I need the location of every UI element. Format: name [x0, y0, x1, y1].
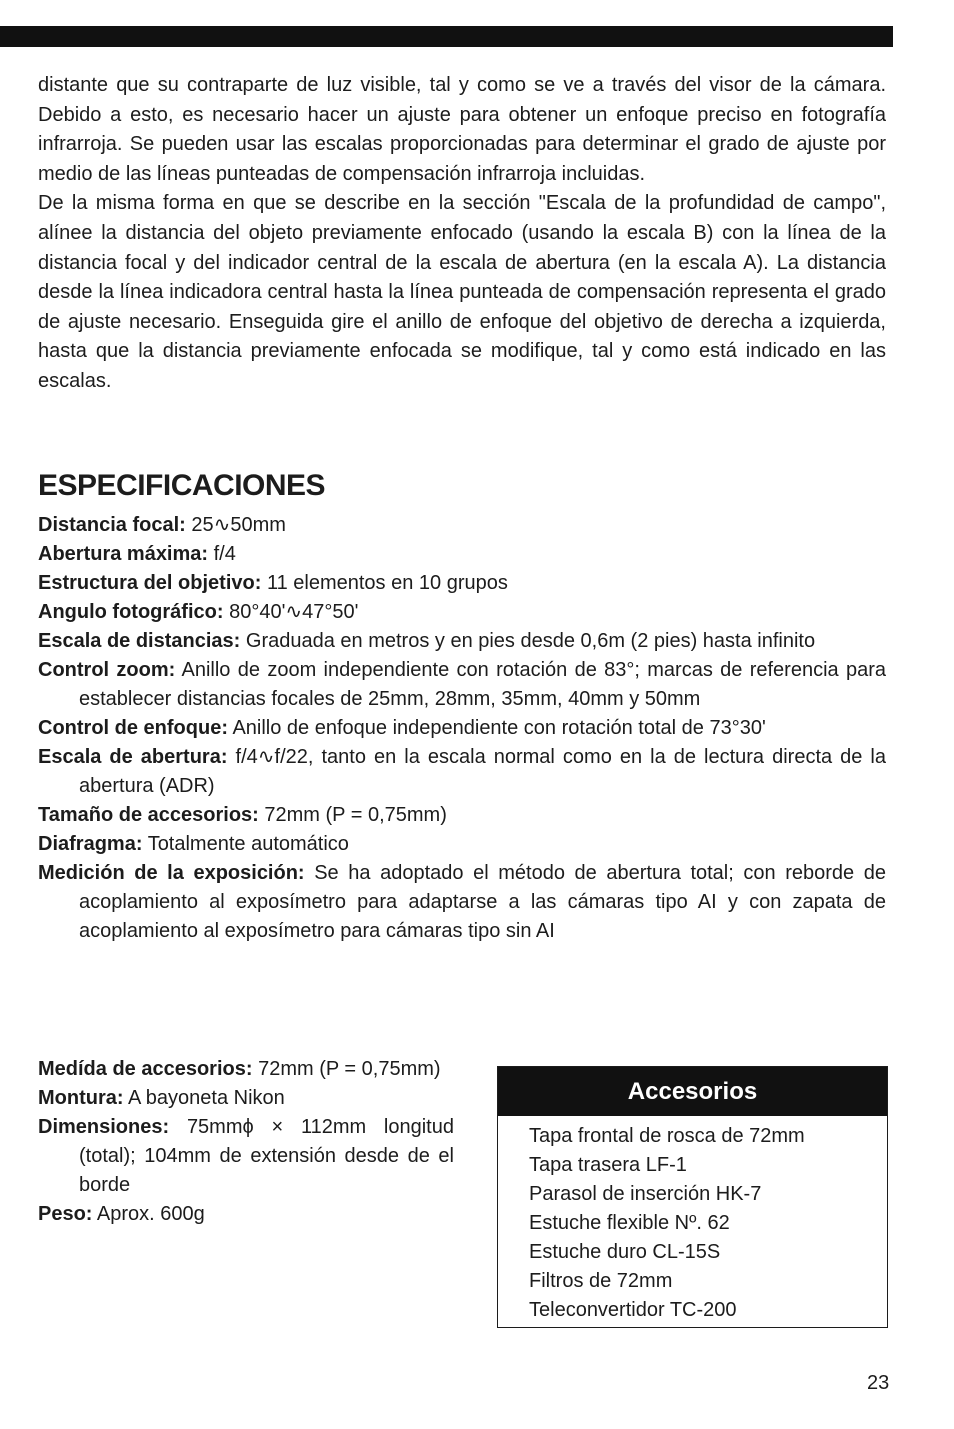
accessory-item: Parasol de inserción HK-7 — [529, 1183, 762, 1205]
spec-item — [38, 569, 886, 598]
spec-label: Tamaño de accesorios: — [38, 804, 259, 826]
spec-value: 11 elementos en 10 grupos — [266, 572, 508, 594]
spec-label: Medída de accesorios: — [38, 1058, 253, 1080]
accessory-item: Estuche duro CL-15S — [529, 1241, 721, 1263]
spec-item — [38, 540, 886, 569]
spec-item — [38, 1200, 454, 1229]
accessory-item: Tapa frontal de rosca de 72mm — [529, 1125, 805, 1147]
spec-label: Control zoom: — [38, 659, 176, 681]
spec-value: Graduada en metros y en pies desde 0,6m (2 pies) hasta infinito — [245, 630, 816, 652]
spec-label: Diafragma: — [38, 833, 143, 855]
accessories-title: Accesorios — [498, 1067, 887, 1116]
accessories-list — [498, 1116, 887, 1325]
accessory-item: Estuche flexible Nº. 62 — [529, 1212, 730, 1234]
spec-item — [38, 1084, 454, 1113]
spec-value: 25∿50mm — [191, 514, 286, 536]
accessory-item: Tapa trasera LF-1 — [529, 1154, 687, 1176]
spec-item — [38, 1055, 454, 1084]
accessories-box — [497, 1066, 888, 1328]
spec-value: 72mm (P = 0,75mm) — [258, 1058, 441, 1080]
intro-paragraph: De la misma forma en que se describe en la sección "Escala de la profundidad de campo", alínee la distancia del objeto previamente enfocado (usando la escala B) con la línea de la distancia focal y del indicador central de la escala de abertura (en la escala A). La distancia desde la línea indicadora central hasta la línea punteada de compensación representa el grado de ajuste necesario. Enseguida gire el anillo de enfoque del objetivo de derecha a izquierda, hasta que la distancia previamente enfocada se modifique, tal y como está indicado en las escalas. — [38, 192, 886, 392]
spec-label: Montura: — [38, 1087, 124, 1109]
spec-label: Escala de abertura: — [38, 746, 228, 768]
spec-value: Aprox. 600g — [96, 1203, 205, 1225]
spec-value: f/4∿f/22, tanto en la escala normal como en la de lectura directa de la abertura (ADR) — [79, 746, 887, 797]
spec-value: A bayoneta Nikon — [128, 1087, 285, 1109]
page-number: 23 — [867, 1372, 890, 1394]
intro-text — [38, 71, 886, 397]
spec-label: Control de enfoque: — [38, 717, 228, 739]
spec-value: 75mmϕ × 112mm longitud (total); 104mm de extensión desde de el borde — [79, 1116, 454, 1196]
spec-list — [38, 511, 886, 946]
spec-item — [38, 830, 886, 859]
spec-item — [38, 859, 886, 946]
spec-label: Estructura del objetivo: — [38, 572, 262, 594]
spec-item — [38, 801, 886, 830]
header-bar — [0, 26, 893, 47]
spec-item — [38, 656, 886, 714]
spec-label: Medición de la exposición: — [38, 862, 305, 884]
spec-label: Peso: — [38, 1203, 93, 1225]
spec-label: Angulo fotográfico: — [38, 601, 224, 623]
specs-heading: ESPECIFICACIONES — [38, 469, 326, 502]
spec-item — [38, 743, 886, 801]
spec-item — [38, 627, 886, 656]
spec-item — [38, 714, 886, 743]
spec-value: Se ha adoptado el método de abertura total; con reborde de acoplamiento al exposímetro para adaptarse a las cámaras tipo AI y con zapata de acoplamiento al exposímetro para cámaras tipo sin AI — [79, 862, 886, 942]
spec-value: Anillo de zoom independiente con rotación de 83°; marcas de referencia para establecer distancias focales de 25mm, 28mm, 35mm, 40mm y 50mm — [79, 659, 886, 710]
spec-label: Abertura máxima: — [38, 543, 209, 565]
spec-label: Distancia focal: — [38, 514, 186, 536]
spec-value: Totalmente automático — [147, 833, 349, 855]
accessory-item: Filtros de 72mm — [529, 1270, 673, 1292]
spec-item — [38, 511, 886, 540]
spec-item — [38, 598, 886, 627]
spec-value: Anillo de enfoque independiente con rotación total de 73°30' — [232, 717, 766, 739]
spec-value: f/4 — [213, 543, 236, 565]
spec-label: Escala de distancias: — [38, 630, 241, 652]
spec-item — [38, 1113, 454, 1200]
spec-value: 80°40'∿47°50' — [229, 601, 359, 623]
intro-paragraph: distante que su contraparte de luz visible, tal y como se ve a través del visor de la cámara. Debido a esto, es necesario hacer un ajuste para obtener un enfoque preciso en fotografía infrarroja. Se pueden usar las escalas proporcionadas para determinar el grado de ajuste por medio de las líneas punteadas de compensación infrarroja incluidas. — [38, 74, 886, 185]
spec-label: Dimensiones: — [38, 1116, 170, 1138]
accessory-item: Teleconvertidor TC-200 — [529, 1299, 737, 1321]
spec-list-lower — [38, 1055, 454, 1229]
spec-value: 72mm (P = 0,75mm) — [264, 804, 447, 826]
